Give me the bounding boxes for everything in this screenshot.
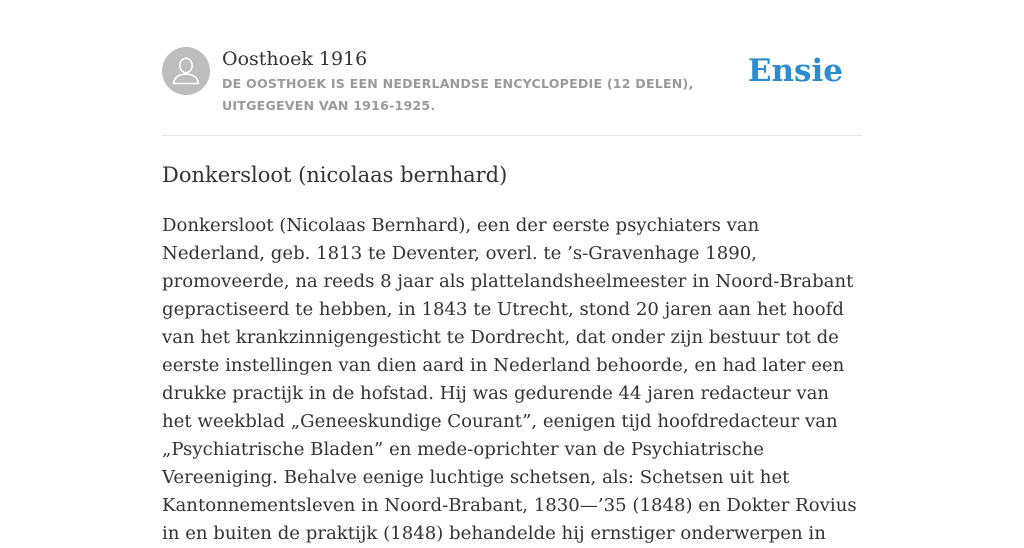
source-avatar[interactable] (162, 47, 210, 95)
brand-logo-link[interactable]: Ensie (747, 53, 843, 89)
source-header (162, 47, 862, 136)
source-name[interactable]: Oosthoek 1916 (222, 48, 368, 70)
user-silhouette-icon (162, 47, 210, 95)
entry-title: Donkersloot (nicolaas bernhard) (162, 163, 508, 187)
entry-body: Donkersloot (Nicolaas Bernhard), een der eerste psychiaters van Nederland, geb. 1813 te Deventer, overl. te ’s-Gravenhage 1890, promoveerde, na reeds 8 jaar als plattelandsheelmeester in Noord-Brabant gepractiseerd te hebben, in 1843 te Utrecht, stond 20 jaren aan het hoofd van het krankzinnigengesticht te Dordrecht, dat onder zijn bestuur tot de eerste instellingen van dien aard in Nederland behoorde, en had later een drukke practijk in de hofstad. Hij was gedurende 44 jaren redacteur van het weekblad „Geneeskundige Courant”, eenigen tijd hoofdredacteur van „Psychiatrische Bladen” en mede-oprichter van de Psychiatrische Vereeniging. Behalve eenige luchtige schetsen, als: Schetsen uit het Kantonnementsleven in Noord-Brabant, 1830—’35 (1848) en Dokter Rovius in en buiten de praktijk (1848) behandelde hij ernstiger onderwerpen in (162, 215, 857, 544)
source-description: DE OOSTHOEK IS EEN NEDERLANDSE ENCYCLOPEDIE (12 DELEN), UITGEGEVEN VAN 1916-1925. (222, 76, 694, 113)
